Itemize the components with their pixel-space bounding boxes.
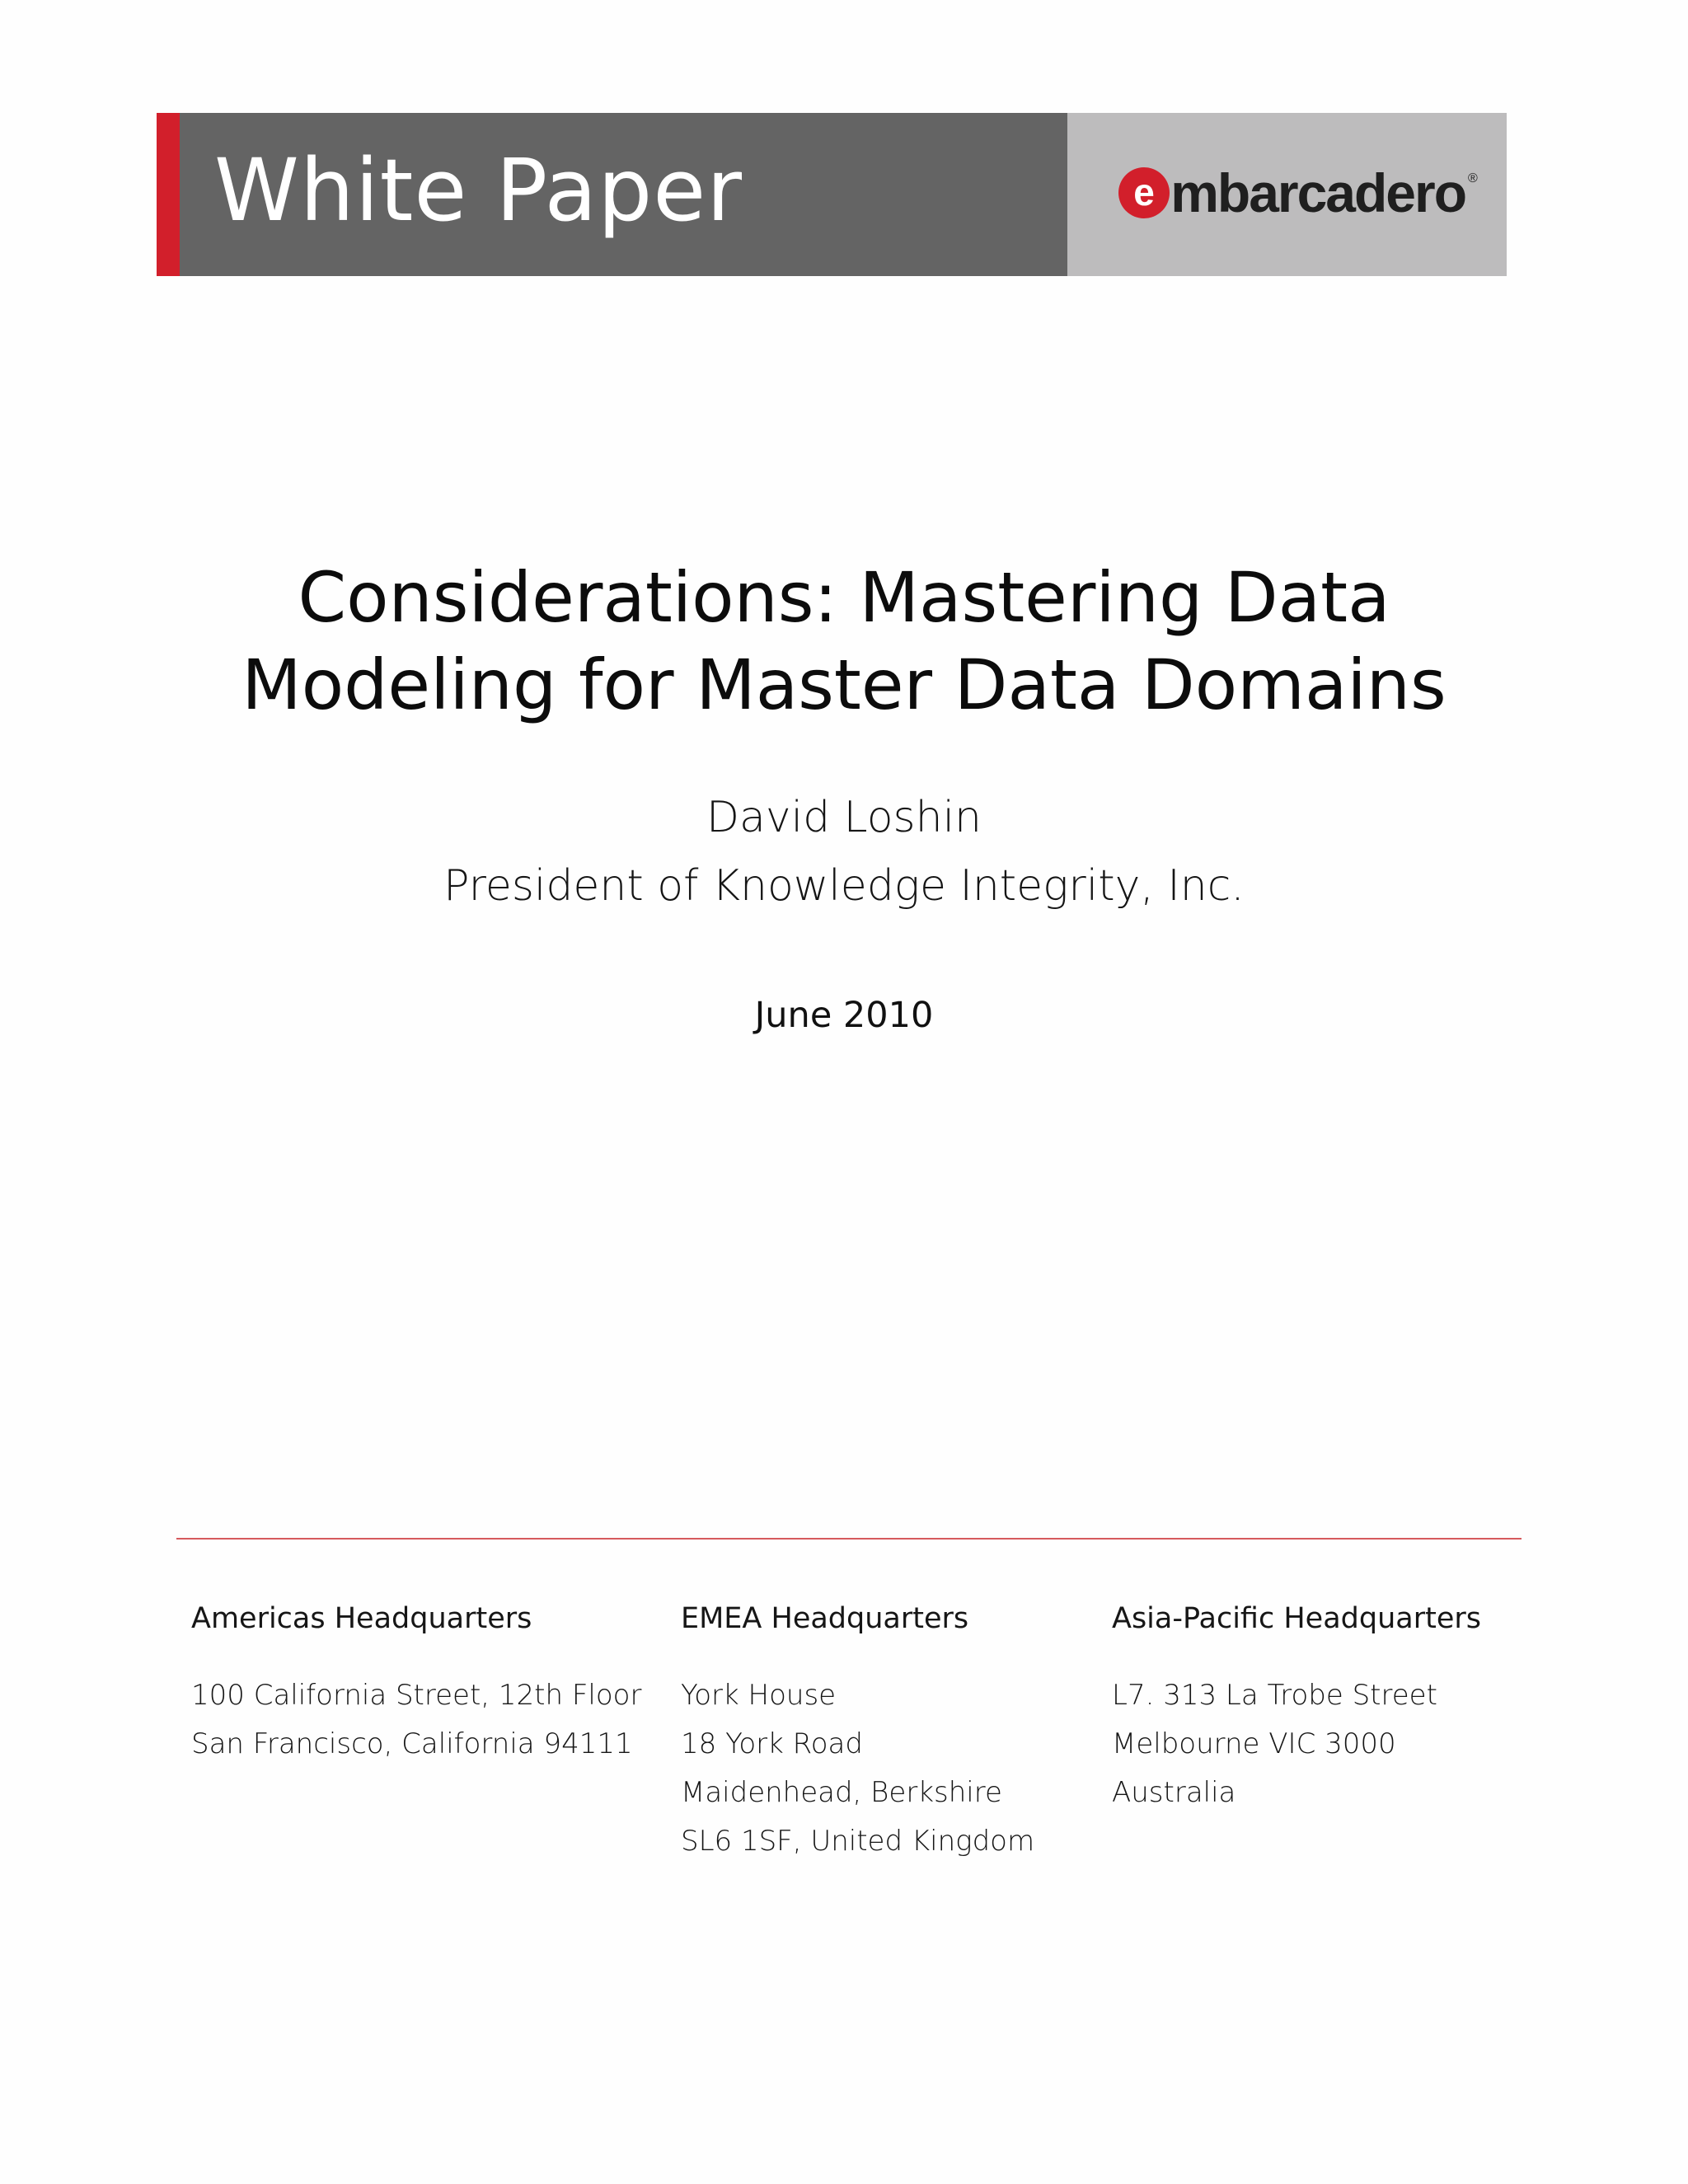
brand-logo-letter: e: [1133, 171, 1155, 213]
embarcadero-logo: [1118, 162, 1478, 223]
address-line: SL6 1SF, United Kingdom: [681, 1825, 1035, 1858]
brand-name: mbarcadero: [1170, 162, 1466, 223]
header-band: [157, 113, 1507, 276]
red-accent-bar: [157, 113, 180, 276]
header-title-panel: [180, 113, 1067, 276]
header-title: White Paper: [214, 140, 743, 241]
author-role: President of Knowledge Integrity, Inc.: [443, 861, 1245, 911]
document-title-line-1: Considerations: Mastering Data: [298, 557, 1390, 638]
header-logo-panel: [1067, 113, 1507, 276]
office-heading: Americas Headquarters: [191, 1602, 532, 1635]
embarcadero-e-icon: [1118, 166, 1170, 219]
address-line: Melbourne VIC 3000: [1112, 1727, 1396, 1760]
document-title: [0, 554, 1688, 729]
document-title-line-2: Modeling for Master Data Domains: [241, 644, 1447, 725]
author-name: David Loshin: [706, 793, 982, 842]
office-americas: [191, 1602, 641, 1769]
registered-mark: ®: [1468, 171, 1478, 185]
office-heading: EMEA Headquarters: [681, 1602, 969, 1635]
address-line: 100 California Street, 12th Floor: [191, 1679, 642, 1712]
address-line: L7. 313 La Trobe Street: [1112, 1679, 1437, 1712]
office-heading: Asia-Pacific Headquarters: [1112, 1602, 1481, 1635]
address-line: Maidenhead, Berkshire: [681, 1776, 1002, 1809]
address-line: York House: [681, 1679, 837, 1712]
footer-divider: [176, 1538, 1522, 1540]
address-line: Australia: [1112, 1776, 1236, 1809]
office-apac: [1112, 1602, 1481, 1817]
address-line: San Francisco, California 94111: [191, 1727, 633, 1760]
address-line: 18 York Road: [681, 1727, 863, 1760]
office-emea: [681, 1602, 1034, 1866]
publication-date: June 2010: [754, 995, 934, 1036]
